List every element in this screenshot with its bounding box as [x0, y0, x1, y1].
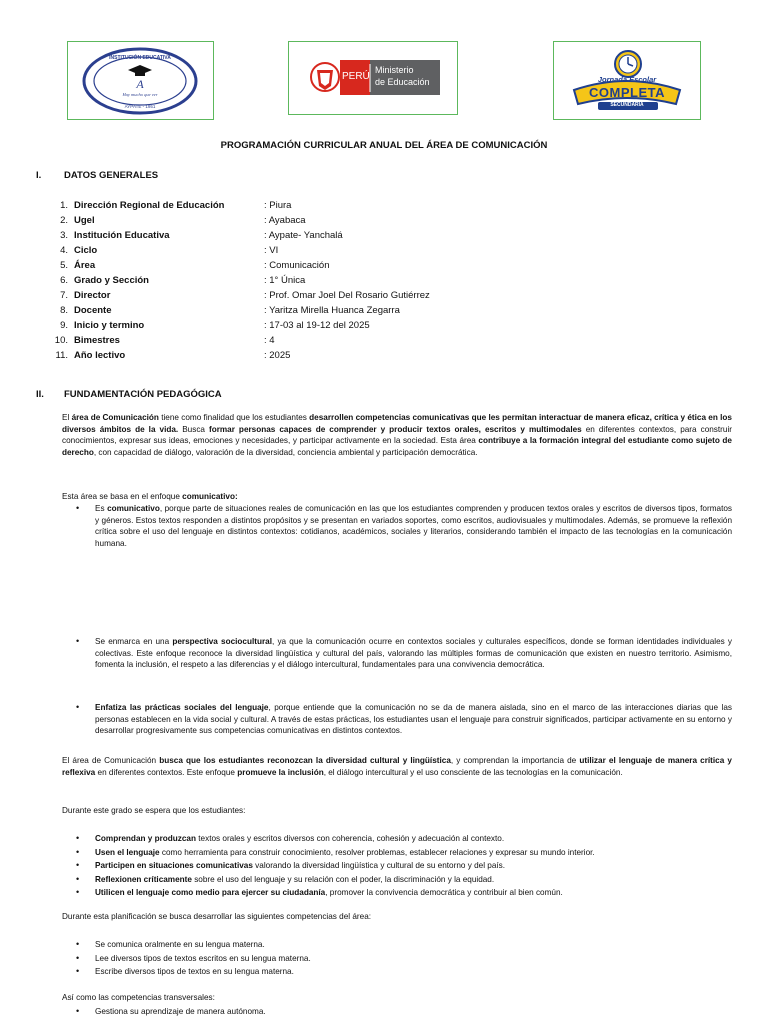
text-run: , el diálogo intercultural y el uso consciente de las tecnologías en la comunicación.: [323, 767, 623, 777]
row-value: : Piura: [264, 200, 292, 211]
text-run: , porque parte de situaciones reales de comunicación en las que los estudiantes comprenden y producen textos orales y escritos de diversos tipos, formatos y géneros. Estos textos responden a distintos propósitos y se presentan en variados soportes, como escritos, audiovisuales y multimodales. Además, se promueve la reflexión crítica sobre el uso del lenguaje en distintos contextos: cotidianos, académicos, sociales y literarios, considerando también el impacto de las tecnologías en la comunicación humana.: [95, 504, 732, 548]
bold-run: Enfatiza las prácticas sociales del lenguaje: [95, 703, 269, 712]
list-item: [62, 873, 732, 887]
list-item: [62, 832, 732, 846]
data-row: [48, 198, 430, 213]
text-run: tiene como finalidad que los estudiantes: [158, 413, 310, 422]
data-row: [48, 243, 430, 258]
section-1-label: DATOS GENERALES: [64, 170, 159, 181]
bold-run: utilizar el lenguaje de manera crítica y reflexiva: [62, 756, 732, 777]
row-value: : Prof. Omar Joel Del Rosario Gutiérrez: [264, 290, 430, 301]
text-run: valorando la diversidad lingüística y cultural de su entorno y del país.: [252, 861, 506, 871]
bullet-comunicativo: [62, 503, 732, 549]
paragraph-expectativas: Durante este grado se espera que los estudiantes:: [62, 806, 246, 815]
text-run: Esta área se basa en el enfoque: [62, 492, 183, 501]
text-run: textos orales y escritos diversos con coherencia, cohesión y adecuación al contexto.: [196, 834, 505, 843]
bold-run: Utilicen el lenguaje como medio para ejercer su ciudadanía: [95, 888, 326, 898]
list-item: [62, 965, 732, 979]
data-row: [48, 273, 430, 288]
bullet-text: [95, 504, 732, 548]
bold-run: área de Comunicación: [71, 413, 159, 422]
row-key: Ugel: [74, 215, 95, 226]
bullet-icon: •: [76, 833, 80, 843]
bullet-text: [95, 888, 563, 897]
bold-run: busca que los estudiantes reconozcan la diversidad cultural y lingüística: [159, 756, 451, 765]
list-item: [62, 938, 732, 952]
data-row: [48, 288, 430, 303]
row-number: 5.: [60, 260, 68, 271]
row-value: : 2025: [264, 350, 291, 361]
row-key: Ciclo: [74, 245, 98, 256]
bullet-text: [95, 637, 732, 669]
list-item: [62, 636, 732, 671]
text-run: en diferentes contextos, para construir conocimientos, expresar sus ideas, emociones y necesidades, y participar activamente en la sociedad. Esta área: [62, 424, 732, 446]
list-item: [62, 952, 732, 966]
bold-run: contribuye a la formación integral del estudiante como sujeto de derecho: [62, 436, 732, 457]
bold-run: formar personas capaces de comprender y producir textos orales, escritos y multimodales: [208, 424, 582, 434]
data-row: [48, 348, 430, 363]
bullet-practicas: [62, 702, 732, 737]
data-row: [48, 213, 430, 228]
row-key: Año lectivo: [74, 350, 126, 361]
row-key: Grado y Sección: [74, 275, 149, 286]
bold-run: perspectiva sociocultural: [172, 637, 272, 646]
section-2-label: FUNDAMENTACIÓN PEDAGÓGICA: [64, 389, 222, 400]
list-item: [62, 859, 732, 873]
jec-line1: Jornada Escolar: [597, 75, 657, 84]
bullet-text: [95, 834, 504, 843]
data-row: [48, 303, 430, 318]
row-number: 1.: [60, 200, 68, 211]
row-value: : Ayabaca: [264, 215, 306, 226]
bullet-icon: •: [76, 636, 80, 646]
jec-line3: SECUNDARIA: [610, 102, 644, 108]
row-number: 10.: [54, 335, 68, 346]
bullet-icon: •: [76, 503, 80, 513]
document-title: PROGRAMACIÓN CURRICULAR ANUAL DEL ÁREA DE COMUNICACIÓN: [220, 140, 548, 151]
bullet-icon: •: [76, 873, 80, 884]
text-run: , con capacidad de diálogo, valoración de la diversidad, conciencia ambiental y participación democrática.: [93, 447, 478, 457]
svg-text:AYPATE - 1951: AYPATE - 1951: [124, 104, 156, 109]
bullet-icon: •: [76, 1006, 80, 1016]
data-row: [48, 333, 430, 348]
data-row: [48, 258, 430, 273]
row-value: : Comunicación: [264, 260, 330, 271]
paragraph-diversidad: [62, 755, 732, 778]
text-run: , promover la convivencia democrática y contribuir al bien común.: [325, 888, 563, 898]
data-row: [48, 228, 430, 243]
competencias-list: [62, 938, 732, 979]
bullet-text: [95, 861, 505, 870]
row-value: : Aypate- Yanchalá: [264, 230, 343, 241]
school-seal-icon: [68, 42, 213, 119]
bold-run: desarrollen competencias comunicativas que les permitan interactuar de manera eficaz, crítica y ética en los diversos ámbitos de la vida.: [62, 413, 732, 434]
text-run: El: [62, 413, 72, 422]
row-number: 7.: [60, 290, 68, 301]
row-key: Área: [74, 260, 96, 271]
ministry-logo-icon: [289, 42, 457, 114]
bullet-text: Se comunica oralmente en su lengua materna.: [95, 940, 265, 949]
section-1-heading: [36, 170, 158, 181]
text-run: en diferentes contextos. Este enfoque: [95, 767, 238, 777]
text-run: Se enmarca en una: [95, 637, 173, 646]
bullet-text: [95, 875, 494, 884]
svg-text:Hay mucho que ver: Hay mucho que ver: [122, 92, 158, 97]
row-value: : 4: [264, 335, 275, 346]
expectations-list: [62, 832, 732, 900]
ministry-logo-box: [288, 41, 458, 115]
bold-run: Reflexionen críticamente: [95, 874, 192, 884]
row-number: 9.: [60, 320, 68, 331]
list-item: [62, 702, 732, 737]
bullet-text: Lee diversos tipos de textos escritos en su lengua materna.: [95, 953, 311, 963]
bullet-icon: •: [76, 887, 80, 898]
list-item: [62, 503, 732, 549]
row-key: Dirección Regional de Educación: [74, 200, 225, 211]
paragraph-transversales: Así como las competencias transversales:: [62, 993, 215, 1002]
section-1-number: I.: [36, 170, 42, 181]
text-run: sobre el uso del lenguaje y su relación con el poder, la discriminación y la equidad.: [191, 874, 495, 884]
section-2-number: II.: [36, 389, 44, 400]
text-run: , porque entiende que la comunicación no se da de manera aislada, sino en el marco de las interacciones diarias que las personas establecen en la vida social y cultural. A través de estas prácticas, los estudiantes usan el lenguaje para construir significados, participar activamente en su entorno y desarrollar progresivamente sus competencias comunicativas en distintos contextos.: [95, 703, 732, 736]
list-item: [62, 1005, 732, 1019]
bullet-text: Escribe diversos tipos de textos en su lengua materna.: [95, 967, 294, 977]
row-key: Bimestres: [74, 335, 120, 346]
paragraph-intro: [62, 412, 732, 458]
bold-run: promueve la inclusión: [237, 767, 324, 777]
bullet-icon: •: [76, 966, 80, 977]
row-key: Director: [74, 290, 111, 301]
bullet-text: Gestiona su aprendizaje de manera autónoma.: [95, 1007, 266, 1016]
bold-run: Participen en situaciones comunicativas: [95, 861, 253, 871]
bold-run: Usen el lenguaje: [95, 847, 160, 857]
general-data-list: [48, 198, 430, 363]
data-row: [48, 318, 430, 333]
jec-logo-box: [553, 41, 701, 120]
bullet-icon: •: [76, 846, 80, 857]
bullet-text: [95, 703, 732, 735]
paragraph-competencias: Durante esta planificación se busca desarrollar las siguientes competencias del área:: [62, 912, 372, 921]
section-2-heading: [36, 389, 222, 400]
text-run: , ya que la comunicación ocurre en contextos sociales y culturales específicos, donde se forman identidades individuales y colectivas. Este enfoque reconoce la diversidad lingüística y cultural del país, valorando las múltiples formas de comunicación que existen en nuestro territorio. Asimismo, fomenta la inclusión, el respeto a las diferencias y el diálogo intercultural, fundamentales para una convivencia democrática.: [95, 637, 732, 670]
row-number: 3.: [60, 230, 68, 241]
ministry-name-line2: de Educación: [375, 77, 430, 87]
bullet-icon: •: [76, 939, 80, 949]
school-logo-box: [67, 41, 214, 120]
svg-text:INSTITUCIÓN EDUCATIVA: INSTITUCIÓN EDUCATIVA: [109, 55, 171, 61]
text-run: El área de Comunicación: [62, 756, 160, 765]
row-number: 2.: [60, 215, 68, 226]
bold-run: Comprendan y produzcan: [95, 834, 196, 843]
text-run: como herramienta para construir conocimiento, resolver problemas, establecer relaciones y expresar su mundo interior.: [159, 847, 595, 857]
row-key: Inicio y termino: [74, 320, 145, 331]
bold-run: comunicativo:: [182, 492, 238, 501]
bullet-icon: •: [76, 860, 80, 871]
row-number: 4.: [60, 245, 68, 256]
list-item: [62, 846, 732, 860]
transversales-list: [62, 1005, 732, 1019]
bullet-sociocultural: [62, 636, 732, 671]
row-value: : VI: [264, 245, 279, 256]
row-number: 8.: [60, 305, 68, 316]
text-run: Busca: [178, 424, 209, 434]
bullet-icon: •: [76, 702, 80, 712]
svg-text:A: A: [136, 77, 144, 91]
ministry-country-text: PERÚ: [342, 71, 370, 82]
list-item: [62, 886, 732, 900]
paragraph-enfoque: [62, 491, 732, 503]
bullet-icon: •: [76, 952, 80, 963]
row-key: Docente: [74, 305, 112, 316]
row-number: 6.: [60, 275, 68, 286]
row-number: 11.: [55, 350, 68, 361]
jec-line2: COMPLETA: [589, 85, 665, 100]
bold-run: comunicativo: [107, 504, 160, 513]
row-value: : 1° Única: [264, 275, 306, 286]
row-value: : Yaritza Mirella Huanca Zegarra: [264, 305, 400, 316]
row-value: : 17-03 al 19-12 del 2025: [264, 320, 370, 331]
text-run: , y comprendan la importancia de: [450, 756, 580, 765]
ministry-name-line1: Ministerio: [375, 65, 414, 75]
row-key: Institución Educativa: [74, 230, 170, 241]
bullet-text: [95, 848, 595, 857]
text-run: Es: [95, 504, 108, 513]
